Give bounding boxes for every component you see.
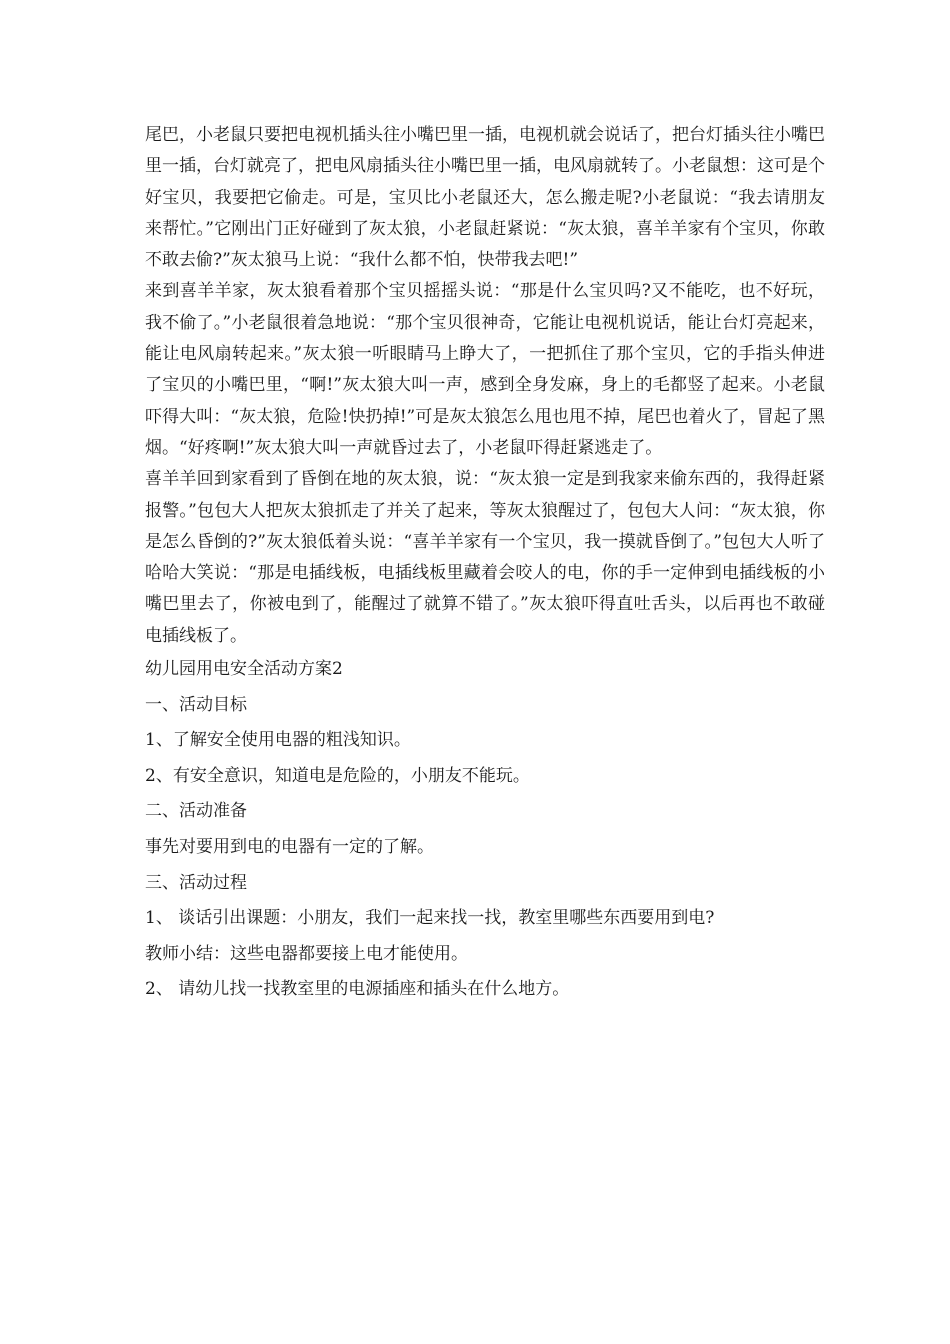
story-paragraph-3: 喜羊羊回到家看到了昏倒在地的灰太狼，说：“灰太狼一定是到我家来偷东西的，我得赶紧报警。”包包大人把灰太狼抓走了并关了起来，等灰太狼醒过了，包包大人问：“灰太狼，你是怎么昏倒的?”灰太狼低着头说：“喜羊羊家有一个宝贝，我一摸就昏倒了。”包包大人听了哈哈大笑说：“那是电插线板，电插线板里藏着会咬人的电，你的手一定伸到电插线板的小嘴巴里去了，你被电到了，能醒过了就算不错了。”灰太狼吓得直吐舌头，以后再也不敢碰电插线板了。 bbox=[145, 469, 825, 646]
section-heading-goals: 一、活动目标 bbox=[145, 694, 247, 715]
story-paragraph-1: 尾巴，小老鼠只要把电视机插头往小嘴巴里一插，电视机就会说话了，把台灯插头往小嘴巴里一插，台灯就亮了，把电风扇插头往小嘴巴里一插，电风扇就转了。小老鼠想：这可是个好宝贝，我要把它偷走。可是，宝贝比小老鼠还大，怎么搬走呢?小老鼠说：“我去请朋友来帮忙。”它刚出门正好碰到了灰太狼，小老鼠赶紧说：“灰太狼，喜羊羊家有个宝贝，你敢不敢去偷?”灰太狼马上说：“我什么都不怕，快带我去吧!” bbox=[145, 125, 825, 271]
goal-item-1: 1、了解安全使用电器的粗浅知识。 bbox=[145, 730, 411, 751]
process-step-1: 1、 谈话引出课题：小朋友，我们一起来找一找，教室里哪些东西要用到电? bbox=[145, 908, 715, 929]
preparation-text: 事先对要用到电的电器有一定的了解。 bbox=[145, 837, 434, 858]
section-heading-process: 三、活动过程 bbox=[145, 872, 247, 893]
process-step-2: 2、 请幼儿找一找教室里的电源插座和插头在什么地方。 bbox=[145, 979, 570, 1000]
section-heading-preparation: 二、活动准备 bbox=[145, 801, 247, 822]
story-paragraph-2: 来到喜羊羊家，灰太狼看着那个宝贝摇摇头说：“那是什么宝贝吗?又不能吃，也不好玩，我不偷了。”小老鼠很着急地说：“那个宝贝很神奇，它能让电视机说话，能让台灯亮起来，能让电风扇转起来。”灰太狼一听眼睛马上睁大了，一把抓住了那个宝贝，它的手指头伸进了宝贝的小嘴巴里，“啊!”灰太狼大叫一声，感到全身发麻，身上的毛都竖了起来。小老鼠吓得大叫：“灰太狼，危险!快扔掉!”可是灰太狼怎么甩也甩不掉，尾巴也着火了，冒起了黑烟。“好疼啊!”灰太狼大叫一声就昏过去了，小老鼠吓得赶紧逃走了。 bbox=[145, 281, 825, 458]
plan-title: 幼儿园用电安全活动方案2 bbox=[145, 659, 343, 680]
document-page bbox=[145, 120, 825, 1008]
teacher-summary: 教师小结：这些电器都要接上电才能使用。 bbox=[145, 943, 468, 964]
goal-item-2: 2、有安全意识，知道电是危险的，小朋友不能玩。 bbox=[145, 765, 530, 786]
